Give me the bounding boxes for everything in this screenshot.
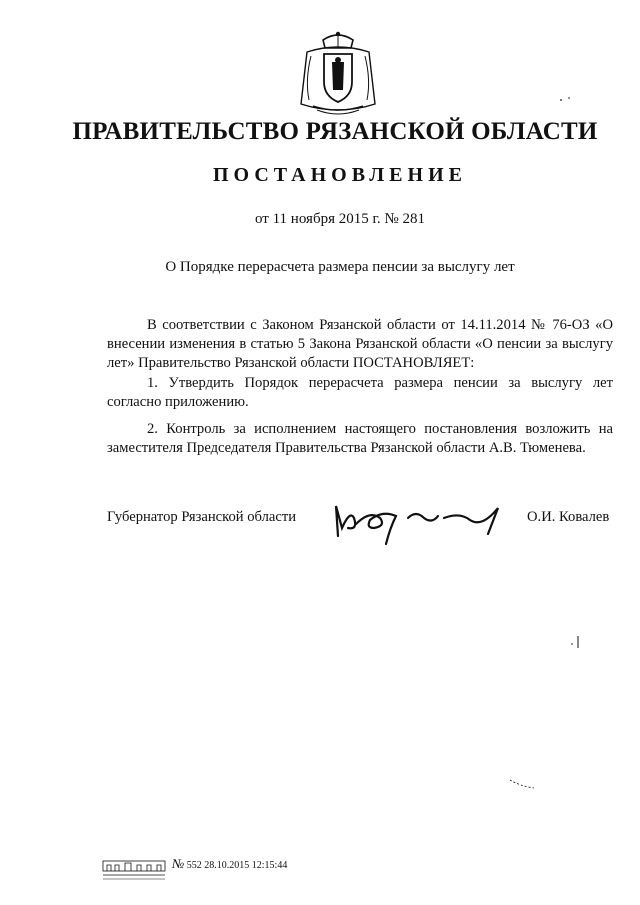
scan-speck xyxy=(555,88,575,108)
registration-mark xyxy=(172,856,287,872)
scan-speck xyxy=(568,632,588,652)
registration-info: 552 28.10.2015 12:15:44 xyxy=(186,860,288,871)
paragraph-item-1: 1. Утвердить Порядок перерасчета размера пенсии за выслугу лет согласно приложению. xyxy=(107,374,613,410)
government-title: ПРАВИТЕЛЬСТВО РЯЗАНСКОЙ ОБЛАСТИ xyxy=(72,118,598,145)
signatory-name: О.И. Ковалев xyxy=(527,509,610,525)
date-and-number: от 11 ноября 2015 г. № 281 xyxy=(255,211,425,227)
signatory-role: Губернатор Рязанской области xyxy=(107,509,297,525)
handwritten-signature xyxy=(320,488,510,548)
scan-speck xyxy=(508,774,538,794)
number-sign: № xyxy=(172,856,185,871)
document-type-heading: ПОСТАНОВЛЕНИЕ xyxy=(213,164,467,186)
paragraph-item-2: 2. Контроль за исполнением настоящего постановления возложить на заместителя Председателя Правительства Рязанской области А.В. Тюменева. xyxy=(107,421,613,457)
coat-of-arms-icon xyxy=(293,30,383,116)
document-subject: О Порядке перерасчета размера пенсии за выслугу лет xyxy=(165,259,515,275)
registration-stamp-icon xyxy=(101,855,167,885)
document-body xyxy=(107,316,613,458)
paragraph-preamble: В соответствии с Законом Рязанской области от 14.11.2014 № 76-ОЗ «О внесении изменения в статью 5 Закона Рязанской области «О пенсии за выслугу лет» Правительство Рязанской области ПОСТАНОВЛЯЕТ: xyxy=(107,317,613,372)
